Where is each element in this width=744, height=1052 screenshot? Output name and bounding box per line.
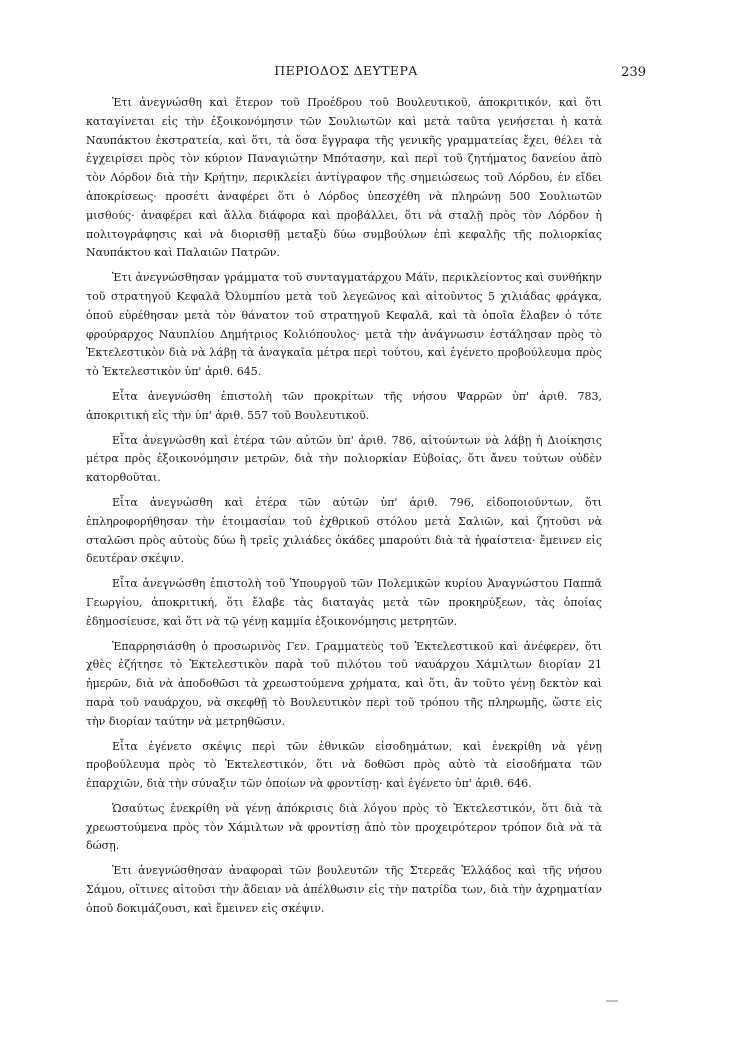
page-number: 239 <box>621 65 646 80</box>
paragraph: Εἶτα ἀνεγνώσθη ἐπιστολὴ τοῦ Ὑπουργοῦ τῶν Πολεμικῶν κυρίου Ἀναγνώστου Παππᾶ Γεωργίου, ἀποκριτική, ὅτι ἔλαβε τὰς διαταγὰς μετὰ τῶν προκηρύξεων, τὰς ὁποίας ἐδημοσίευσε, καὶ ὅτι νὰ τῷ γένῃ καμμία ἐξοικονόμησις μετρητῶν. <box>86 577 602 628</box>
running-title: ΠΕΡΙΟΔΟΣ ΔΕΥΤΕΡΑ <box>274 63 418 78</box>
paragraph: Εἶτα ἀνεγνώσθη καὶ ἑτέρα τῶν αὐτῶν ὑπ' ἀριθ. 786, αἰτούντων νὰ λάβῃ ἡ Διοίκησις μέτρα πρὸς ἐξοικονόμησιν μετρῶν, διὰ τὴν πολιορκίαν Εὐβοίας, ὅτι ἄνευ τούτων οὐδὲν κατορθοῦται. <box>86 433 602 485</box>
body-text <box>86 94 602 925</box>
paragraph: Εἶτα ἀνεγνώσθη ἐπιστολὴ τῶν προκρίτων τῆς νήσου Ψαρρῶν ὑπ' ἀριθ. 783, ἀποκριτικὴ εἰς τὴν ὑπ' ἀριθ. 557 τοῦ Βουλευτικοῦ. <box>86 389 602 422</box>
paragraph: Εἶτα ἀνεγνώσθη καὶ ἑτέρα τῶν αὐτῶν ὑπ' ἀριθ. 796, εἰδοποιούντων, ὅτι ἐπληροφορήθησαν τὴν ἑτοιμασίαν τοῦ ἐχθρικοῦ στόλου μετὰ Σαλιῶν, καὶ ζητοῦσι νὰ σταλῶσι πρὸς αὐτοὺς δύω ἢ τρεῖς χιλιάδες ὀκάδες μπαρούτι διὰ τὰ ἡφαίστεια· ἔμεινεν εἰς δευτέραν σκέψιν. <box>86 495 602 566</box>
page-header <box>86 63 646 83</box>
paragraph: Ἐτι ἀνεγνώσθησαν ἀναφοραὶ τῶν βουλευτῶν τῆς Στερεᾶς Ἑλλάδος καὶ τῆς νήσου Σάμου, οἵτινες αἰτοῦσι τὴν ἄδειαν νὰ ἀπέλθωσιν εἰς τὴν πατρίδα των, διὰ τὴν ἀχρηματίαν ὁποῦ δοκιμάζουσι, καὶ ἔμεινεν εἰς σκέψιν. <box>86 864 602 915</box>
paragraph: Ὡσαύτως ἐνεκρίθη νὰ γένῃ ἀπόκρισις διὰ λόγου πρὸς τὸ Ἐκτελεστικόν, ὅτι διὰ τὰ χρεωστούμενα πρὸς τὸν Χάμιλτων νὰ φροντίσῃ ἀπὸ τὸν προχειρότερον τρόπον διὰ νὰ τὰ δώσῃ. <box>86 801 602 853</box>
paragraph: Εἶτα ἐγένετο σκέψις περὶ τῶν ἐθνικῶν εἰσοδημάτων, καὶ ἐνεκρίθη νὰ γένῃ προβούλευμα πρὸς τὸ Ἐκτελεστικόν, ὅτι νὰ δοθῶσι πρὸς αὐτὸ τὰ εἰσοδήματα τῶν ἐπαρχιῶν, διὰ τὴν σύναξιν τῶν ὁποίων νὰ φροντίσῃ· καὶ ἐγένετο ὑπ' ἀριθ. 646. <box>86 739 602 791</box>
paragraph: Ἐπαρρησιάσθη ὁ προσωρινὸς Γεν. Γραμματεὺς τοῦ Ἐκτελεστικοῦ καὶ ἀνέφερεν, ὅτι χθὲς ἐζήτησε τὸ Ἐκτελεστικὸν παρὰ τοῦ πιλότου τοῦ ναυάρχου Χάμιλτων διορίαν 21 ἡμερῶν, διὰ νὰ ἀποδοθῶσι τὰ χρεωστούμενα χρήματα, καὶ ὅτι, ἂν τοῦτο γένῃ δεκτὸν καὶ παρὰ τοῦ ναυάρχου, νὰ σκεφθῇ τὸ Βουλευτικὸν περὶ τοῦ τρόπου τῆς πληρωμῆς, ὥστε εἰς τὴν διορίαν ταύτην νὰ μετρηθῶσιν. <box>86 639 602 728</box>
paragraph: Ἐτι ἀνεγνώσθη καὶ ἕτερον τοῦ Προέδρου τοῦ Βουλευτικοῦ, ἀποκριτικόν, καὶ ὅτι καταγίνεται εἰς τὴν ἐξοικονόμησιν τῶν Σουλιωτῶν καὶ μετὰ ταῦτα γενήσεται ἡ κατὰ Ναυπάκτου ἐκστρατεία, καὶ ὅτι, τὰ ὅσα ἔγγραφα τῆς γενικῆς γραμματείας ἔχει, θέλει τὰ ἐγχειρίσει πρὸς τὸν κύριον Παναγιώτην Μπότασην, καὶ περὶ τοῦ ζητήματος δανείου ἀπὸ τὸν Λόρδον διὰ τὴν Κρήτην, περικλείει ἀντίγραφον τῆς σημειώσεως τοῦ Λόρδου, ἐν εἴδει ἀποκρίσεως· προσέτι ἀναφέρει ὅτι ὁ Λόρδος ὑπεσχέθη νὰ πληρώνῃ 500 Σουλιωτῶν μισθούς· ἀναφέρει καὶ ἄλλα διάφορα καὶ προβάλλει, ὅτι νὰ σταλῇ πρὸς τὸν Λόρδον ἡ πολιτογράφησις καὶ νὰ διορισθῇ μεταξὺ δύω συμβούλων ἐπὶ κεφαλῆς τῆς πολιορκίας Ναυπάκτου καὶ Παλαιῶν Πατρῶν. <box>86 96 602 260</box>
scan-smudge <box>606 1000 618 1002</box>
paragraph: Ἐτι ἀνεγνώσθησαν γράμματα τοῦ συνταγματάρχου Μάϊν, περικλείοντος καὶ συνθήκην τοῦ στρατηγοῦ Κεφαλᾶ Ὀλυμπίου μετὰ τοῦ λεγεῶνος καὶ αἰτοῦντος 5 χιλιάδας φράγκα, ὁποῦ εὑρέθησαν μετὰ τὸν θάνατον τοῦ στρατηγοῦ Κεφαλᾶ, καὶ τὰ ὁποῖα ἔλαβεν ὁ τότε φρούραρχος Ναυπλίου Δημήτριος Κολιόπουλος· μετὰ τὴν ἀνάγνωσιν ἐστάλησαν πρὸς τὸ Ἐκτελεστικὸν διὰ νὰ λάβῃ τὰ ἀναγκαῖα μέτρα περὶ τούτου, καὶ ἐγένετο προβούλευμα πρὸς τὸ Ἐκτελεστικὸν ὑπ' ἀριθ. 645. <box>86 271 602 379</box>
